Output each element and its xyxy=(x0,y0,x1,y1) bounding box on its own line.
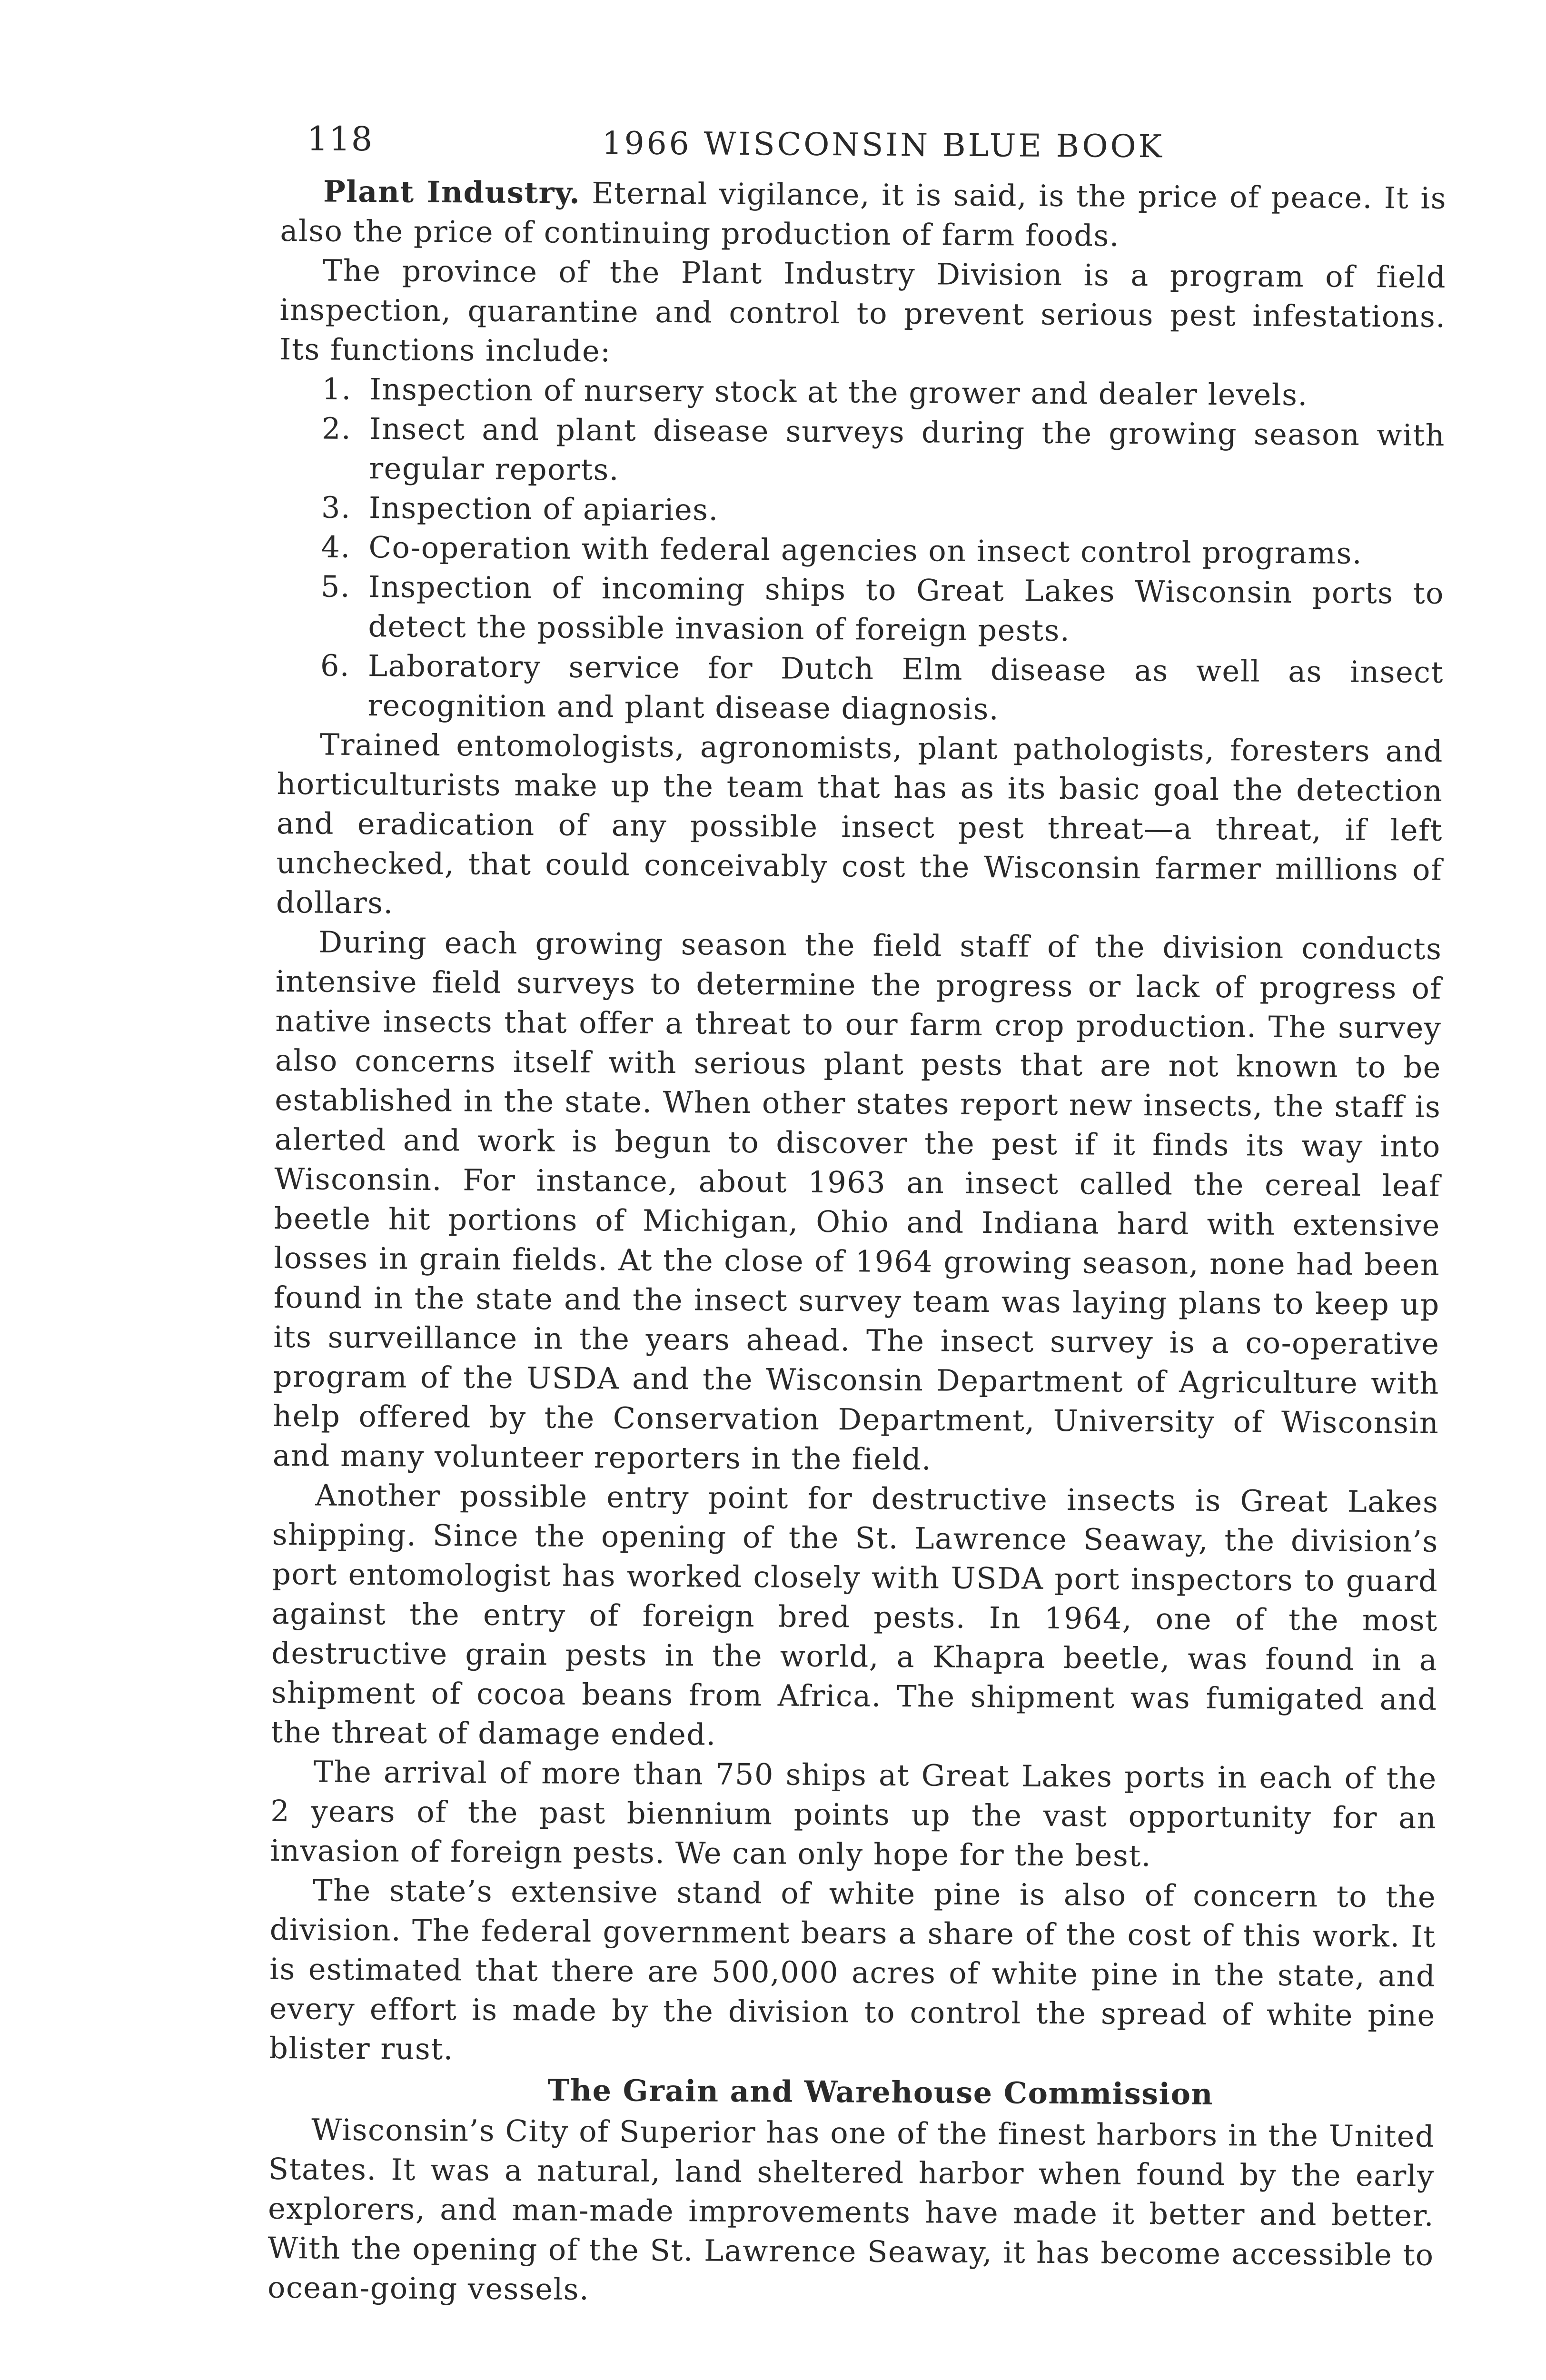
section-lead-plant-industry: Plant Industry. xyxy=(323,174,581,210)
running-title: 1966 WISCONSIN BLUE BOOK xyxy=(602,125,1165,165)
white-pine-paragraph: The state’s extensive stand of white pine is also of concern to the division. The federal government bears a share of the cost of this work. It is estimated that there are 500,000 acres of white pine in the state, and every effort is made by the division to control the spread of white pine blister rust. xyxy=(269,1873,1437,2067)
list-item xyxy=(279,369,1445,416)
page-header xyxy=(280,119,1447,178)
ships-paragraph: The arrival of more than 750 ships at Great Lakes ports in each of the 2 years of the past biennium points up the vast opportunity for an invasion of foreign pests. We can only hope for the best. xyxy=(270,1754,1437,1874)
list-text: Inspection of incoming ships to Great Lakes Wisconsin ports to detect the possible invasion of foreign pests. xyxy=(368,569,1445,648)
plant-industry-intro xyxy=(280,171,1447,258)
section-heading-grain-commission: The Grain and Warehouse Commission xyxy=(547,2073,1214,2112)
list-item xyxy=(278,487,1445,534)
intro-text: Eternal vigilance, it is said, is the price of peace. It is also the price of continuing production of farm foods. xyxy=(280,175,1447,253)
list-item xyxy=(278,527,1444,574)
shipping-paragraph: Another possible entry point for destructive insects is Great Lakes shipping. Since the opening of the St. Lawrence Seaway, the division’s port entomologist has worked closely with USDA port inspectors to guard against the entry of foreign bred pests. In 1964, one of the most destructive grain pests in the world, a Khapra beetle, was found in a shipment of cocoa beans from Africa. The shipment was fumigated and the threat of damage ended. xyxy=(271,1478,1439,1752)
list-number: 6. xyxy=(320,648,350,683)
book-page xyxy=(268,119,1447,2314)
team-paragraph: Trained entomologists, agronomists, plant pathologists, foresters and horticulturists make up the team that has as its basic goal the detection and eradication of any possible insect pest threat—a threat, if left unchecked, that could conceivably cost the Wisconsin farmer millions of dollars. xyxy=(276,727,1444,921)
body-text xyxy=(268,171,1447,2314)
page-number: 118 xyxy=(307,119,374,159)
list-number: 1. xyxy=(322,371,352,407)
list-item xyxy=(278,408,1445,495)
list-text: Insect and plant disease surveys during the growing season with regular reports. xyxy=(369,411,1446,487)
list-item xyxy=(277,566,1444,653)
list-text: Inspection of apiaries. xyxy=(368,490,719,527)
list-text: Co-operation with federal agencies on insect control programs. xyxy=(368,530,1363,571)
list-number: 3. xyxy=(321,490,351,525)
surveys-paragraph: During each growing season the field staff of the division conducts intensive field surveys to determine the progress or lack of progress of native insects that offer a threat to our farm crop production. The survey also concerns itself with serious plant pests that are not known to be established in the state. When other states report new insects, the staff is alerted and work is begun to discover the pest if it finds its way into Wisconsin. For instance, about 1963 an insect called the cereal leaf beetle hit portions of Michigan, Ohio and Indiana hard with extensive losses in grain fields. At the close of 1964 growing season, none had been found in the state and the insect survey team was laying plans to keep up its surveillance in the years ahead. The insect survey is a co-operative program of the USDA and the Wisconsin Department of Agriculture with help offered by the Conservation Department, University of Wisconsin and many volunteer reporters in the field. xyxy=(272,924,1442,1477)
list-item xyxy=(277,645,1444,732)
grain-commission-paragraph: Wisconsin’s City of Superior has one of the finest harbors in the United States. It was a natural, land sheltered harbor when found by the early explorers, and man-made improvements have made it better and better. With the opening of the St. Lawrence Seaway, it has become accessible to ocean-going vessels. xyxy=(267,2112,1435,2307)
list-number: 2. xyxy=(321,411,352,446)
list-text: Laboratory service for Dutch Elm disease as well as insect recognition and plant disease diagnosis. xyxy=(367,648,1444,727)
functions-list xyxy=(277,369,1446,732)
province-paragraph: The province of the Plant Industry Division is a program of field inspection, quarantine and control to prevent serious pest infestations. Its functions include: xyxy=(279,253,1447,369)
list-text: Inspection of nursery stock at the grower and dealer levels. xyxy=(369,372,1308,413)
list-number: 4. xyxy=(321,529,351,565)
list-number: 5. xyxy=(320,569,351,604)
